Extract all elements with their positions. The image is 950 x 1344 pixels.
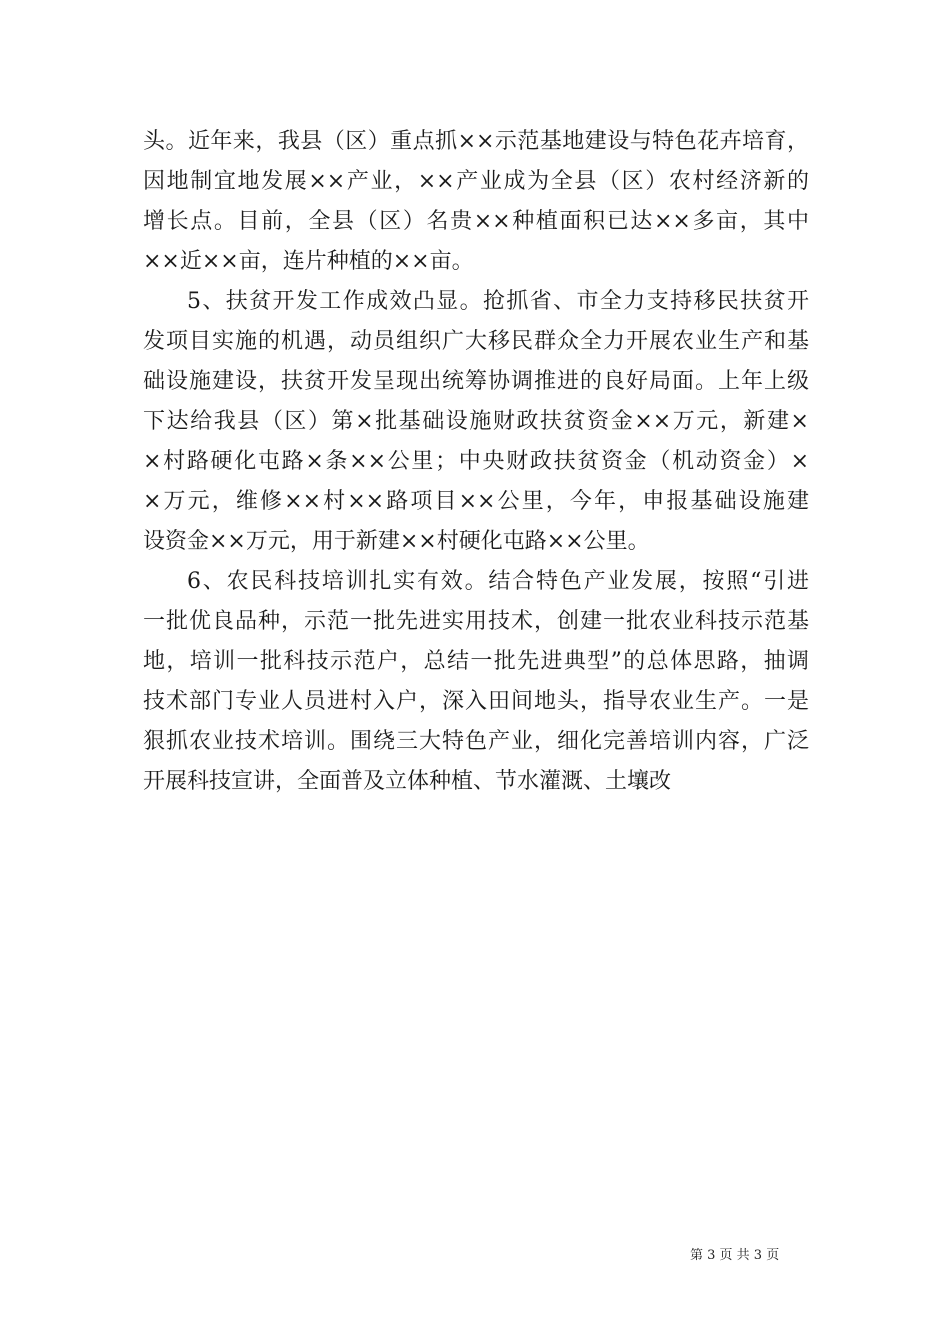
text-line: 因地制宜地发展××产业，××产业成为全县（区）农村经济新的	[143, 169, 809, 194]
paragraph-tech-training	[143, 562, 809, 802]
text-line: ×万元，维修××村××路项目××公里，今年，申报基础设施建	[143, 489, 809, 514]
text-line: 地，培训一批科技示范户，总结一批先进典型”的总体思路，抽调	[143, 649, 809, 674]
text-line: 增长点。目前，全县（区）名贵××种植面积已达××多亩，其中	[143, 209, 809, 234]
text-line: 设资金××万元，用于新建××村硬化屯路××公里。	[143, 529, 650, 554]
text-line: 础设施建设，扶贫开发呈现出统筹协调推进的良好局面。上年上级	[143, 369, 809, 394]
text-line: 狠抓农业技术培训。围绕三大特色产业，细化完善培训内容，广泛	[143, 729, 809, 754]
text-line: 发项目实施的机遇，动员组织广大移民群众全力开展农业生产和基	[143, 329, 809, 354]
document-body	[143, 122, 809, 802]
text-line: 5、扶贫开发工作成效凸显。抢抓省、市全力支持移民扶贫开	[187, 289, 809, 314]
text-line: 头。近年来，我县（区）重点抓××示范基地建设与特色花卉培育，	[143, 129, 809, 154]
text-line: ××近××亩，连片种植的××亩。	[143, 249, 474, 274]
paragraph-continuation	[143, 122, 809, 282]
text-line: 6、农民科技培训扎实有效。结合特色产业发展，按照“引进	[187, 569, 809, 594]
paragraph-poverty-alleviation	[143, 282, 809, 562]
text-line: 技术部门专业人员进村入户，深入田间地头，指导农业生产。一是	[143, 689, 809, 714]
text-line: 开展科技宣讲，全面普及立体种植、节水灌溉、土壤改	[143, 769, 672, 794]
text-line: 下达给我县（区）第×批基础设施财政扶贫资金××万元，新建×	[143, 409, 809, 434]
text-line: 一批优良品种，示范一批先进实用技术，创建一批农业科技示范基	[143, 609, 809, 634]
text-line: ×村路硬化屯路×条××公里；中央财政扶贫资金（机动资金）×	[143, 449, 809, 474]
page-number-footer: 第 3 页 共 3 页	[690, 1248, 780, 1263]
